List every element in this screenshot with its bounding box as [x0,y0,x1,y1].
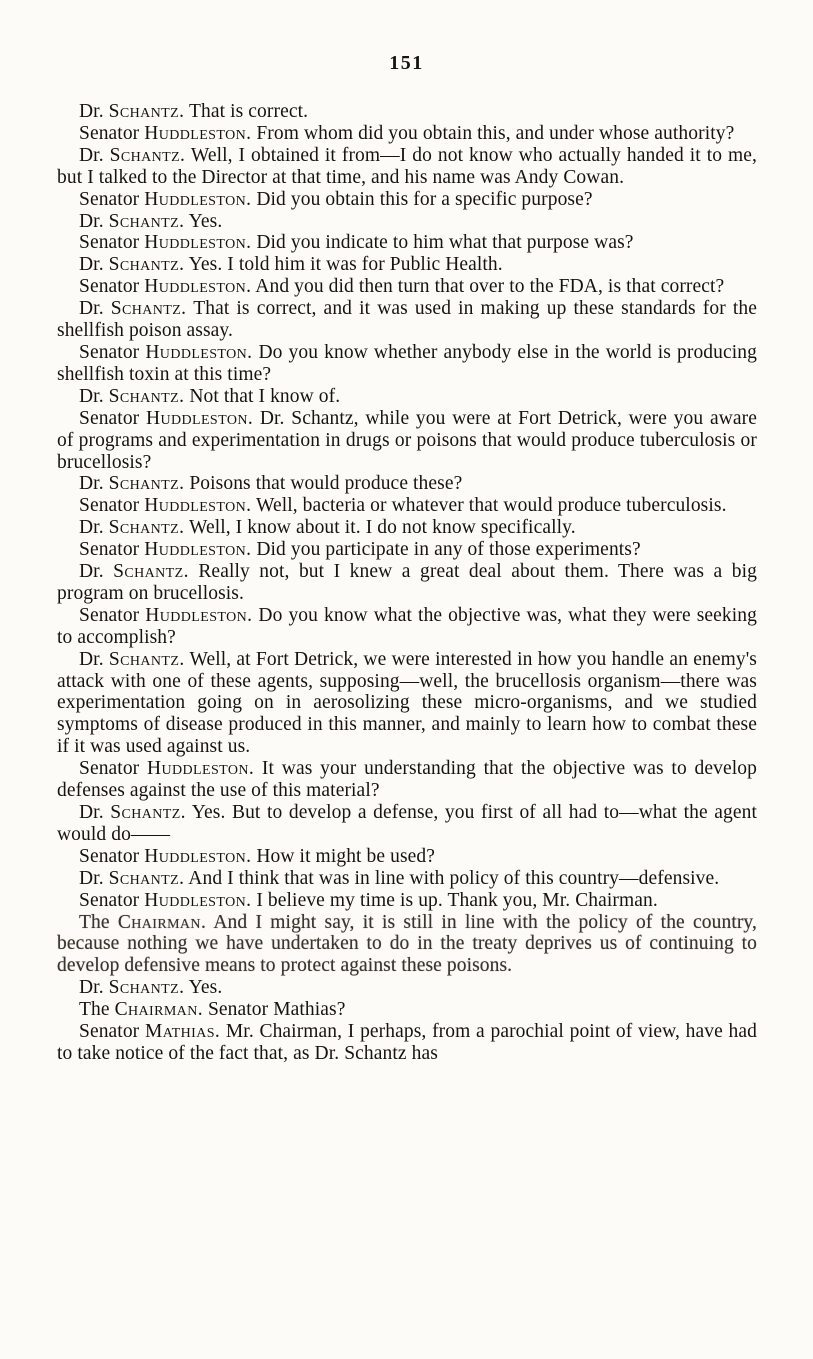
speech-text: And you did then turn that over to the FDA, is that correct? [255,276,725,298]
transcript [57,101,757,1065]
transcript-paragraph [57,517,757,539]
speaker-prefix: Senator [79,407,140,429]
speech-text: Well, I obtained it from—I do not know who actually handed it to me, but I talked to the Director at that time, and his name was Andy Cowan. [57,144,757,188]
speaker-name: Schantz. [110,298,187,320]
speaker-name: Huddleston. [144,845,252,867]
speaker-name: Huddleston. [144,539,252,561]
speaker-name: Schantz. [108,101,185,122]
transcript-paragraph [57,561,757,605]
transcript-paragraph [57,649,757,759]
speaker-prefix: Senator [79,232,140,254]
speech-text: Yes. I told him it was for Public Health. [188,254,503,276]
transcript-paragraph [57,912,757,978]
speaker-name: Schantz. [110,802,186,823]
speech-text: Really not, but I knew a great deal about them. There was a big program on brucellosis. [57,561,757,604]
speaker-name: Schantz. [108,385,185,407]
speaker-prefix: Dr. [79,517,104,539]
page-number: 151 [389,52,424,74]
speaker-prefix: Senator [79,1021,140,1043]
transcript-paragraph [57,189,757,211]
transcript-paragraph [57,145,757,189]
speaker-name: Chairman. [117,911,207,933]
speech-text: Dr. Schantz, while you were at Fort Detrick, were you aware of programs and experimentation in drugs or poisons that would produce tuberculosis or brucellosis? [57,407,757,473]
speaker-prefix: Dr. [79,977,104,999]
speech-text: Do you know what the objective was, what they were seeking to accomplish? [57,604,757,648]
speaker-prefix: Senator [79,341,140,363]
speaker-name: Huddleston. [144,122,252,144]
speaker-name: Huddleston. [147,758,255,780]
speaker-name: Huddleston. [144,889,252,911]
speaker-prefix: Senator [79,122,140,144]
speech-text: That is correct. [189,101,309,122]
speech-text: Did you participate in any of those experiments? [256,539,641,561]
transcript-paragraph [57,758,757,802]
speaker-prefix: The [79,999,110,1021]
speaker-prefix: Dr. [79,210,104,232]
transcript-paragraph [57,868,757,890]
transcript-paragraph [57,386,757,408]
speaker-prefix: Dr. [79,648,104,670]
speaker-prefix: Dr. [79,254,104,276]
speaker-prefix: Dr. [79,298,104,320]
speaker-name: Huddleston. [144,188,252,210]
speaker-prefix: Dr. [79,101,104,122]
speaker-prefix: Senator [79,889,140,911]
speech-text: Well, bacteria or whatever that would produce tuberculosis. [256,495,727,517]
transcript-paragraph [57,123,757,145]
speaker-name: Huddleston. [144,276,252,298]
speech-text: Mr. Chairman, I perhaps, from a parochial point of view, have had to take notice of the fact that, as Dr. Schantz has [57,1021,758,1064]
transcript-paragraph [57,605,757,649]
speech-text: Not that I know of. [189,385,341,407]
speech-text: Well, at Fort Detrick, we were interested in how you handle an enemy's attack with one of these agents, supposing—well, the brucellosis organism—there was experimentation going on in aerosolizing these micro-organisms, and we studied symptoms of disease produced in this manner, and mainly to learn how to combat these if it was used against us. [57,648,757,758]
transcript-paragraph [57,211,757,233]
transcript-paragraph [57,495,757,517]
speaker-prefix: Dr. [79,473,104,495]
transcript-paragraph [57,473,757,495]
speech-text: And I might say, it is still in line with the policy of the country, because nothing we have undertaken to do in the treaty deprives us of continuing to develop defensive means to protect against these poisons. [57,911,757,977]
speaker-prefix: Dr. [79,802,104,823]
transcript-paragraph [57,408,757,474]
speaker-name: Schantz. [113,561,189,583]
speaker-name: Huddleston. [144,495,252,517]
speaker-name: Huddleston. [145,604,253,626]
speaker-name: Schantz. [108,210,185,232]
speaker-prefix: Senator [79,276,140,298]
speech-text: Well, I know about it. I do not know specifically. [189,517,576,539]
speech-text: I believe my time is up. Thank you, Mr. Chairman. [256,889,658,911]
speaker-name: Schantz. [108,867,185,889]
speech-text: Do you know whether anybody else in the world is producing shellfish toxin at this time? [57,341,757,385]
speaker-prefix: Dr. [79,144,104,166]
transcript-paragraph [57,890,757,912]
transcript-paragraph [57,977,757,999]
transcript-paragraph [57,232,757,254]
speaker-name: Schantz. [108,254,185,276]
speaker-name: Huddleston. [144,232,252,254]
speaker-prefix: Senator [79,539,140,561]
speaker-name: Schantz. [109,144,186,166]
speaker-name: Schantz. [108,977,185,999]
speaker-name: Schantz. [108,648,185,670]
transcript-paragraph [57,298,757,342]
transcript-paragraph [57,254,757,276]
speaker-prefix: Dr. [79,561,104,583]
speech-text: Yes. [188,210,223,232]
transcript-paragraph [57,1021,757,1065]
speaker-prefix: Senator [79,188,140,210]
speech-text: Yes. [188,977,223,999]
transcript-paragraph [57,342,757,386]
transcript-paragraph [57,276,757,298]
speech-text: Did you indicate to him what that purpose was? [256,232,634,254]
transcript-paragraph [57,802,757,846]
speaker-name: Schantz. [108,517,185,539]
speech-text: Yes. But to develop a defense, you first of all had to—what the agent would do—— [57,802,757,845]
speaker-prefix: Senator [79,495,140,517]
speech-text: From whom did you obtain this, and under whose authority? [256,122,735,144]
transcript-paragraph [57,539,757,561]
speech-text: Senator Mathias? [207,999,346,1021]
speech-text: How it might be used? [256,845,436,867]
speech-text: That is correct, and it was used in making up these standards for the shellfish poison assay. [57,298,757,342]
speaker-prefix: Senator [79,604,140,626]
transcript-paragraph [57,999,757,1021]
speaker-name: Huddleston. [146,407,254,429]
speaker-prefix: Senator [79,758,140,780]
speech-text: And I think that was in line with policy of this country—defensive. [188,867,720,889]
speaker-name: Chairman. [114,999,203,1021]
speaker-prefix: Dr. [79,385,104,407]
speaker-prefix: Dr. [79,867,104,889]
speaker-prefix: The [79,911,110,933]
speech-text: It was your understanding that the objective was to develop defenses against the use of this material? [57,758,757,802]
speaker-name: Schantz. [108,473,185,495]
speech-text: Did you obtain this for a specific purpose? [256,188,593,210]
speech-text: Poisons that would produce these? [189,473,463,495]
speaker-name: Mathias. [144,1021,221,1043]
transcript-paragraph [57,101,757,123]
speaker-prefix: Senator [79,845,140,867]
speaker-name: Huddleston. [145,341,253,363]
transcript-paragraph [57,846,757,868]
